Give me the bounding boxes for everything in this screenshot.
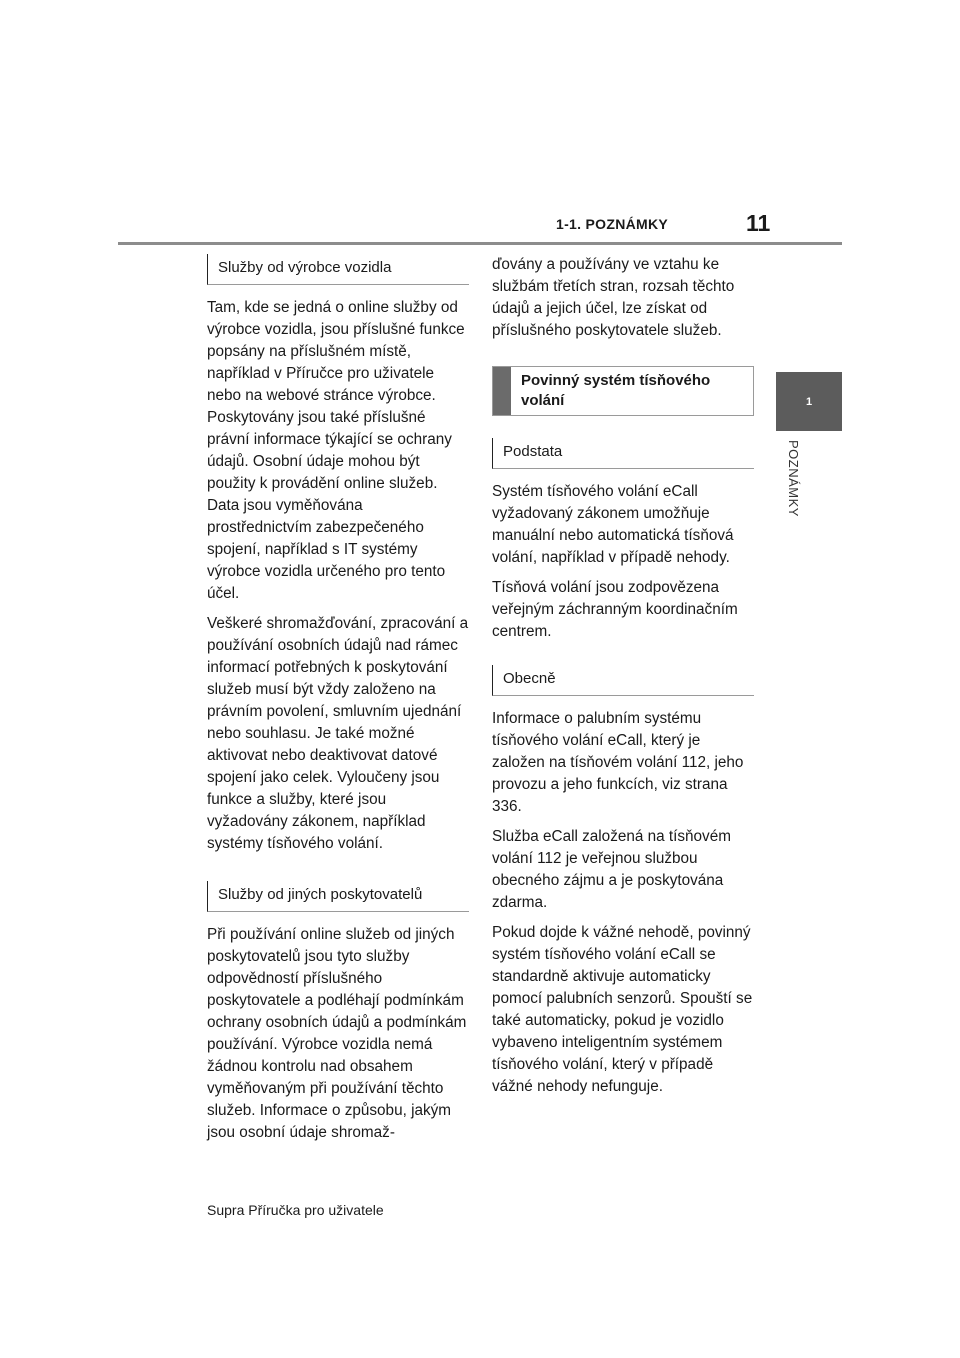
paragraph: ďovány a používány ve vztahu ke službám třetích stran, rozsah těchto údajů a jejich účel, lze získat od příslušného poskytovatele služeb. bbox=[492, 256, 735, 339]
paragraph: Systém tísňového volání eCall vyžadovaný zákonem umožňuje manuální nebo automatická tísňová volání, například v případě nehody. bbox=[492, 483, 734, 566]
paragraph: Při používání online služeb od jiných poskytovatelů jsou tyto služby odpovědností příslušného poskytovatele a podléhají podmínkám ochrany osobních údajů a podmínkám používání. Výrobce vozidla nemá žádnou kontrolu nad obsahem vyměňovaným při používání těchto služeb. Informace o způsobu, jakým jsou osobní údaje shromaž- bbox=[207, 926, 467, 1141]
paragraph: Informace o palubním systému tísňového volání eCall, který je založen na tísňovém volání 112, jeho provozu a jeho funkcích, viz strana 336. bbox=[492, 710, 744, 815]
right-column bbox=[492, 254, 754, 1106]
chapter-tab bbox=[776, 372, 842, 431]
subheading-third-party-services: Služby od jiných poskytovatelů bbox=[207, 881, 469, 912]
paragraph: Veškeré shromažďování, zpracování a používání osobních údajů nad rámec informací potřebných k poskytování služeb musí být vždy založeno na právním povolení, smluvním ujednání nebo souhlasu. Je také možné aktivovat nebo deaktivovat datové spojení jako celek. Vyloučeny jsou funkce a služby, které jsou vyžadovány zákonem, například systémy tísňového volání. bbox=[207, 615, 469, 852]
section-heading-text: Povinný systém tísňového volání bbox=[521, 372, 711, 409]
chapter-label: POZNÁMKY bbox=[786, 440, 801, 517]
subheading-obecne: Obecně bbox=[492, 665, 754, 696]
paragraph: Pokud dojde k vážné nehodě, povinný systém tísňového volání eCall se standardně aktivuje automaticky pomocí palubních senzorů. Spouští se také automaticky, pokud je vozidlo vybaveno inteligentním systémem tísňového volání, který v případě vážné nehody nefunguje. bbox=[492, 924, 753, 1095]
paragraph: Tísňová volání jsou zodpovězena veřejným záchranným koordinačním centrem. bbox=[492, 579, 738, 640]
page-number: 11 bbox=[746, 210, 771, 236]
section-heading-emergency-call bbox=[492, 366, 754, 416]
heading-marker bbox=[493, 367, 511, 415]
section-title: 1-1. POZNÁMKY bbox=[556, 216, 669, 232]
paragraph: Tam, kde se jedná o online služby od výrobce vozidla, jsou příslušné funkce popsány na příslušném místě, například v Příručce pro uživatele nebo na webové stránce výrobce. Poskytovány jsou také příslušné právní informace týkající se ochrany údajů. Osobní údaje mohou být použity k provádění online služeb. Data jsou vyměňována prostřednictvím zabezpečeného spojení, například s IT systémy výrobce vozidla určeného pro tento účel. bbox=[207, 299, 465, 602]
footer-manual-title: Supra Příručka pro uživatele bbox=[207, 1202, 384, 1218]
header-divider bbox=[118, 242, 842, 245]
subheading-podstata: Podstata bbox=[492, 438, 754, 469]
subheading-manufacturer-services: Služby od výrobce vozidla bbox=[207, 254, 469, 285]
chapter-number: 1 bbox=[805, 395, 813, 408]
paragraph: Služba eCall založená na tísňovém volání 112 je veřejnou službou obecného zájmu a je poskytována zdarma. bbox=[492, 828, 731, 911]
left-column bbox=[207, 254, 469, 1152]
